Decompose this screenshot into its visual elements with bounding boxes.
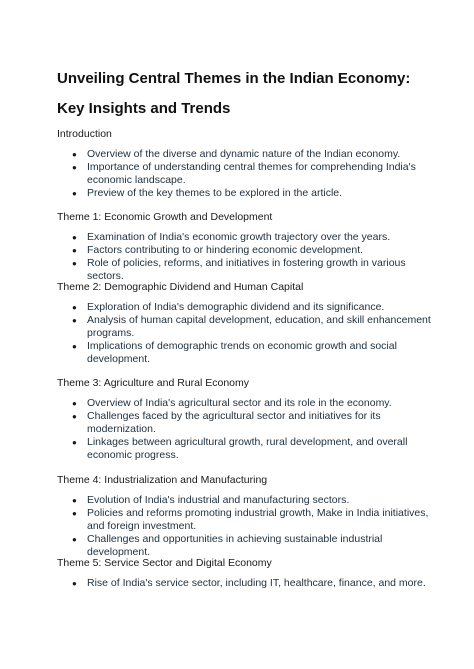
list-item-text: Challenges faced by the agricultural sector and initiatives for its modernization. [87,410,381,435]
bullet-dot-icon: ● [72,399,77,408]
list-item [57,231,437,244]
bullet-dot-icon: ● [72,342,77,351]
bullet-dot-icon: ● [72,163,77,172]
section-5 [57,474,437,559]
section-heading: Theme 3: Agriculture and Rural Economy [57,377,250,389]
section-heading: Theme 5: Service Sector and Digital Economy [57,557,272,569]
list-item [57,577,437,590]
list-item [57,397,437,410]
bullet-list [57,301,437,366]
list-item-text: Rise of India's service sector, including IT, healthcare, finance, and more. [87,577,426,589]
list-item-text: Implications of demographic trends on economic growth and social development. [87,340,397,365]
list-item-text: Overview of India's agricultural sector and its role in the economy. [87,397,392,409]
section-heading: Theme 2: Demographic Dividend and Human Capital [57,281,304,293]
list-item-text: Evolution of India's industrial and manufacturing sectors. [87,494,350,506]
section-4 [57,377,437,462]
bullet-dot-icon: ● [72,189,77,198]
list-item-text: Importance of understanding central themes for comprehending India's economic landscape. [87,161,416,186]
bullet-list [57,577,437,590]
list-item [57,257,437,283]
section-3 [57,281,437,366]
bullet-dot-icon: ● [72,233,77,242]
list-item-text: Challenges and opportunities in achieving sustainable industrial development. [87,533,383,558]
list-item [57,410,437,436]
document-title: Unveiling Central Themes in the Indian Economy: Key Insights and Trends [57,70,411,117]
bullet-list [57,231,437,283]
list-item [57,301,437,314]
bullet-dot-icon: ● [72,412,77,421]
bullet-list [57,397,437,462]
section-heading: Theme 1: Economic Growth and Development [57,211,273,223]
list-item-text: Examination of India's economic growth trajectory over the years. [87,231,391,243]
section-1 [57,128,437,200]
section-6 [57,557,437,590]
list-item-text: Overview of the diverse and dynamic nature of the Indian economy. [87,148,401,160]
list-item [57,507,437,533]
bullet-list [57,148,437,200]
bullet-dot-icon: ● [72,579,77,588]
bullet-dot-icon: ● [72,150,77,159]
list-item [57,533,437,559]
list-item [57,314,437,340]
list-item-text: Role of policies, reforms, and initiatives in fostering growth in various sectors. [87,257,406,282]
list-item [57,494,437,507]
list-item-text: Exploration of India's demographic dividend and its significance. [87,301,385,313]
bullet-dot-icon: ● [72,303,77,312]
bullet-dot-icon: ● [72,246,77,255]
list-item [57,436,437,462]
list-item [57,148,437,161]
bullet-dot-icon: ● [72,535,77,544]
list-item [57,161,437,187]
bullet-dot-icon: ● [72,259,77,268]
bullet-dot-icon: ● [72,438,77,447]
list-item [57,244,437,257]
section-2 [57,211,437,283]
list-item-text: Analysis of human capital development, education, and skill enhancement programs. [87,314,431,339]
section-heading: Theme 4: Industrialization and Manufacturing [57,474,268,486]
list-item-text: Factors contributing to or hindering economic development. [87,244,364,256]
bullet-dot-icon: ● [72,316,77,325]
bullet-list [57,494,437,559]
list-item-text: Policies and reforms promoting industrial growth, Make in India initiatives, and foreign investment. [87,507,429,532]
list-item-text: Preview of the key themes to be explored in the article. [87,187,343,199]
bullet-dot-icon: ● [72,509,77,518]
section-heading: Introduction [57,128,112,140]
bullet-dot-icon: ● [72,496,77,505]
list-item [57,187,437,200]
list-item-text: Linkages between agricultural growth, rural development, and overall economic progress. [87,436,408,461]
list-item [57,340,437,366]
